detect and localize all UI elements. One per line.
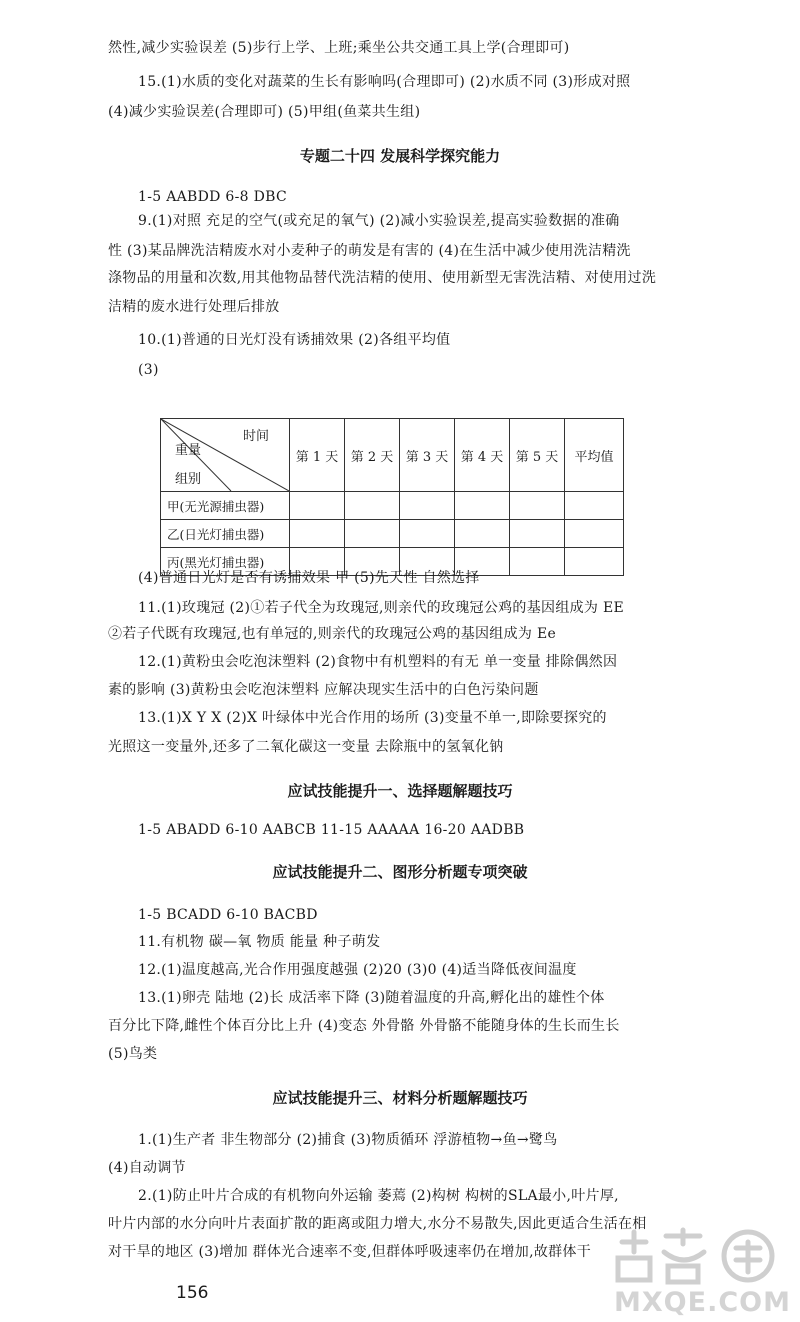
table-row (161, 520, 624, 548)
column-header: 第 5 天 (510, 419, 565, 492)
table-cell (290, 492, 345, 520)
table-cell (455, 520, 510, 548)
table-cell (565, 548, 624, 576)
row-label: 甲(无光源捕虫器) (161, 492, 290, 520)
diag-label-weight: 重量 (175, 443, 202, 458)
text-line: 11.(1)玫瑰冠 (2)①若子代全为玫瑰冠,则亲代的玫瑰冠公鸡的基因组成为 EE (138, 600, 625, 616)
text-line: 光照这一变量外,还多了二氧化碳这一变量 去除瓶中的氢氧化钠 (108, 739, 504, 755)
text-line: 2.(1)防止叶片合成的有机物向外运输 萎蔫 (2)构树 构树的SLA最小,叶片厚, (138, 1188, 619, 1204)
table-cell (565, 520, 624, 548)
text-line: ②若子代既有玫瑰冠,也有单冠的,则亲代的玫瑰冠公鸡的基因组成为 Ee (108, 626, 557, 642)
page-number: 156 (176, 1283, 209, 1303)
text-line: 1-5 BCADD 6-10 BACBD (138, 907, 318, 923)
diagonal-header-cell (161, 419, 290, 492)
text-line: 12.(1)温度越高,光合作用强度越强 (2)20 (3)0 (4)适当降低夜间温度 (138, 962, 577, 978)
diag-label-group: 组别 (175, 472, 202, 487)
text-line: 12.(1)黄粉虫会吃泡沫塑料 (2)食物中有机塑料的有无 单一变量 排除偶然因 (138, 654, 618, 670)
text-line: 15.(1)水质的变化对蔬菜的生长有影响吗(合理即可) (2)水质不同 (3)形成对照 (138, 74, 631, 90)
text-line: 1-5 AABDD 6-8 DBC (138, 189, 287, 205)
text-line: 13.(1)卵壳 陆地 (2)长 成活率下降 (3)随着温度的升高,孵化出的雄性个体 (138, 990, 605, 1006)
table-cell (400, 492, 455, 520)
section-title: 应试技能提升三、材料分析题解题技巧 (272, 1089, 528, 1107)
text-line: 10.(1)普通的日光灯没有诱捕效果 (2)各组平均值 (138, 332, 451, 348)
watermark-url: MXQE.COM (614, 1287, 791, 1318)
section-title: 专题二十四 发展科学探究能力 (299, 147, 501, 165)
text-line: 性 (3)某品牌洗洁精废水对小麦种子的萌发是有害的 (4)在生活中减少使用洗洁精洗 (108, 243, 631, 259)
table-cell (510, 520, 565, 548)
section-title: 应试技能提升一、选择题解题技巧 (287, 782, 513, 800)
table-cell (400, 520, 455, 548)
table-cell (510, 492, 565, 520)
table-cell (290, 520, 345, 548)
text-line: (4)自动调节 (108, 1160, 186, 1176)
text-line: 1.(1)生产者 非生物部分 (2)捕食 (3)物质循环 浮游植物→鱼→鹭鸟 (138, 1132, 558, 1148)
table-row (161, 492, 624, 520)
table-cell (510, 548, 565, 576)
table-cell (455, 492, 510, 520)
section-title: 应试技能提升二、图形分析题专项突破 (272, 863, 528, 881)
table-cell (565, 492, 624, 520)
column-header: 平均值 (565, 419, 624, 492)
text-line: (4)普通日光灯是否有诱捕效果 甲 (5)先天性 自然选择 (138, 570, 480, 586)
column-header: 第 4 天 (455, 419, 510, 492)
text-line: 9.(1)对照 充足的空气(或充足的氧气) (2)减小实验误差,提高实验数据的准确 (138, 213, 620, 229)
text-line: (3) (138, 362, 159, 378)
text-line: 叶片内部的水分向叶片表面扩散的距离或阻力增大,水分不易散失,因此更适合生活在相 (108, 1216, 647, 1232)
table-cell (345, 520, 400, 548)
text-line: 素的影响 (3)黄粉虫会吃泡沫塑料 应解决现实生活中的白色污染问题 (108, 682, 539, 698)
text-line: 13.(1)X Y X (2)X 叶绿体中光合作用的场所 (3)变量不单一,即除要探究的 (138, 710, 607, 726)
text-line: 涤物品的用量和次数,用其他物品替代洗洁精的使用、使用新型无害洗洁精、对使用过洗 (108, 270, 657, 286)
text-line: 洁精的废水进行处理后排放 (108, 299, 280, 315)
column-header: 第 1 天 (290, 419, 345, 492)
row-label: 丙(黑光灯捕虫器) (161, 548, 290, 576)
text-line: 然性,减少实验误差 (5)步行上学、上班;乘坐公共交通工具上学(合理即可) (108, 40, 570, 56)
text-line: 百分比下降,雌性个体百分比上升 (4)变态 外骨骼 外骨骼不能随身体的生长而生长 (108, 1018, 620, 1034)
text-line: (5)鸟类 (108, 1046, 158, 1062)
diag-label-time: 时间 (243, 429, 270, 444)
data-table (160, 418, 624, 576)
row-label: 乙(日光灯捕虫器) (161, 520, 290, 548)
table-cell (345, 492, 400, 520)
text-line: 对干旱的地区 (3)增加 群体光合速率不变,但群体呼吸速率仍在增加,故群体干 (108, 1244, 592, 1260)
column-header: 第 2 天 (345, 419, 400, 492)
text-line: 11.有机物 碳—氧 物质 能量 种子萌发 (138, 934, 381, 950)
column-header: 第 3 天 (400, 419, 455, 492)
text-line: 1-5 ABADD 6-10 AABCB 11-15 AAAAA 16-20 AADBB (138, 822, 525, 838)
text-line: (4)减少实验误差(合理即可) (5)甲组(鱼菜共生组) (108, 104, 421, 120)
